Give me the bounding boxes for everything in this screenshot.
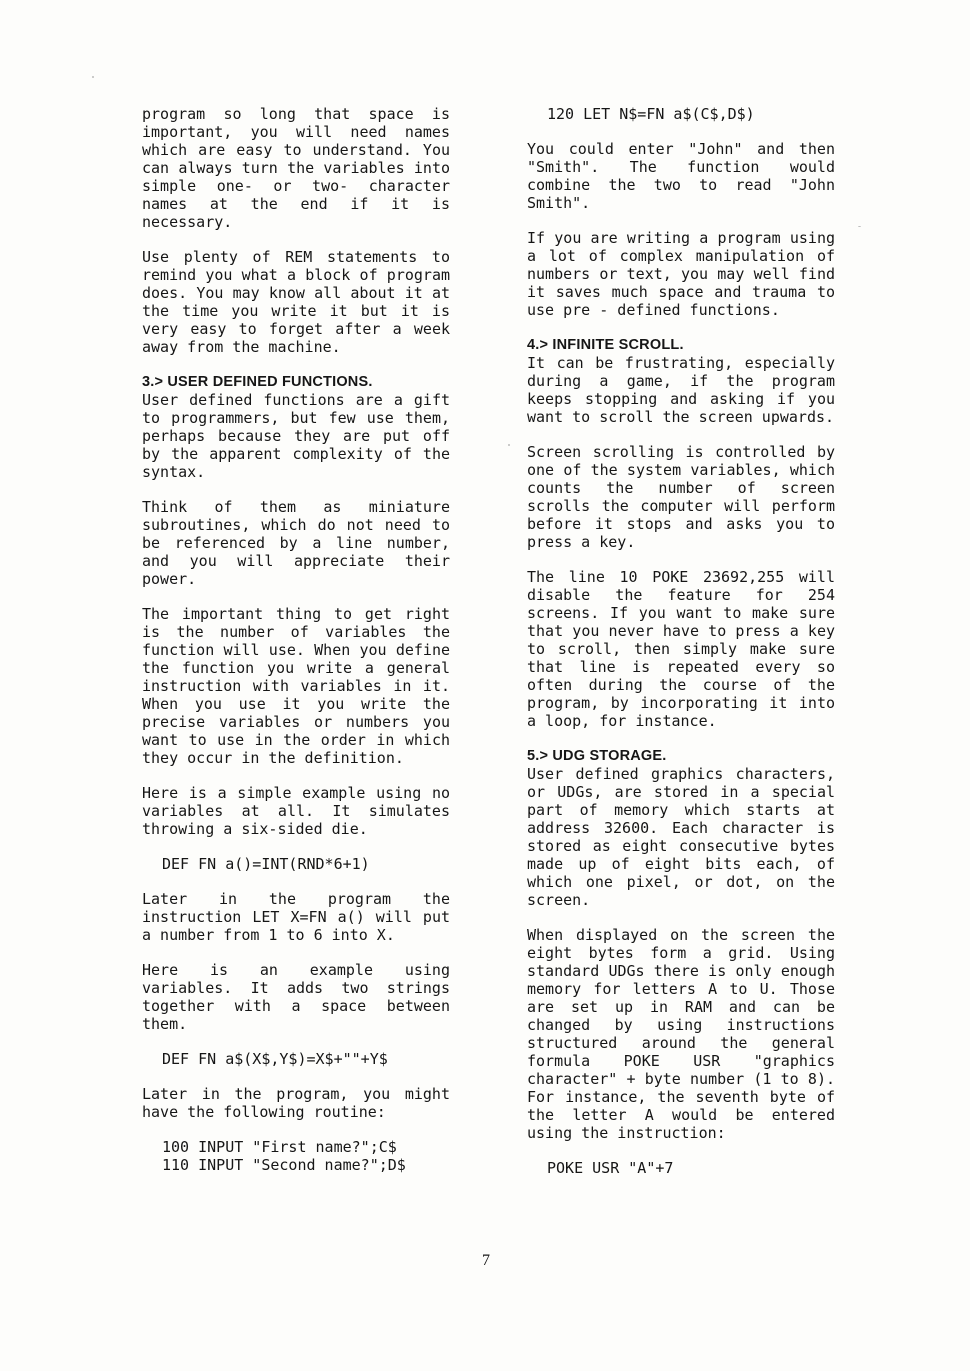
paragraph: When displayed on the screen the eight bytes form a grid. Using standard UDGs there is only enough memory for letters A to U. Those are set up in RAM and can be changed by using instructions structured around the general formula POKE USR "graphics character" + byte number (1 to 8). For instance, the seventh byte of the letter A would be entered using the instruction: xyxy=(527,926,835,1142)
scan-speck xyxy=(508,444,510,446)
paragraph: Use plenty of REM statements to remind you what a block of program does. You may know all about it at the time you write it but it is very easy to forget after a week away from the machine. xyxy=(142,248,450,356)
section-heading: 5.> UDG STORAGE. xyxy=(527,748,667,764)
section-heading: 3.> USER DEFINED FUNCTIONS. xyxy=(142,374,373,390)
paragraph: Screen scrolling is controlled by one of the system variables, which counts the number of screen scrolls the computer will perform before it stops and asks you to press a key. xyxy=(527,443,835,551)
right-column xyxy=(527,105,835,1194)
paragraph: Here is a simple example using no variables at all. It simulates throwing a six-sided die. xyxy=(142,784,450,838)
paragraph: Think of them as miniature subroutines, which do not need to be referenced by a line number, and you will appreciate their power. xyxy=(142,498,450,588)
scan-speck xyxy=(858,226,861,227)
paragraph: The important thing to get right is the number of variables the function will use. When you define the function you write a general instruction with variables in it. When you use it you write the precise variables or numbers you want to use in the order in which they occur in the definition. xyxy=(142,605,450,767)
paragraph: program so long that space is important, you will need names which are easy to understand. You can always turn the variables into simple one- or two- character names at the end if it is necessary. xyxy=(142,105,450,231)
paragraph: Later in the program, you might have the following routine: xyxy=(142,1085,450,1121)
paragraph: User defined functions are a gift to programmers, but few use them, perhaps because they are put off by the apparent complexity of the syntax. xyxy=(142,391,450,481)
paragraph: It can be frustrating, especially during a game, if the program keeps stopping and asking if you want to scroll the screen upwards. xyxy=(527,354,835,426)
code-line: POKE USR "A"+7 xyxy=(547,1159,674,1177)
left-column xyxy=(142,105,450,1191)
code-line: DEF FN a$(X$,Y$)=X$+""+Y$ xyxy=(162,1050,388,1068)
paragraph: Later in the program the instruction LET X=FN a() will put a number from 1 to 6 into X. xyxy=(142,890,450,944)
code-line: DEF FN a()=INT(RND*6+1) xyxy=(162,855,370,873)
paragraph: The line 10 POKE 23692,255 will disable the feature for 254 screens. If you want to make sure that you never have to press a key to scroll, then simply make sure that line is repeated every so often during the course of the program, by incorporating it into a loop, for instance. xyxy=(527,568,835,730)
page-number: 7 xyxy=(482,1252,490,1269)
section-heading: 4.> INFINITE SCROLL. xyxy=(527,337,684,353)
code-block: 100 INPUT "First name?";C$ 110 INPUT "Second name?";D$ xyxy=(162,1138,406,1174)
paragraph: You could enter "John" and then "Smith". The function would combine the two to read "John Smith". xyxy=(527,140,835,212)
code-line: 120 LET N$=FN a$(C$,D$) xyxy=(547,105,755,123)
paragraph: Here is an example using variables. It adds two strings together with a space between them. xyxy=(142,961,450,1033)
paragraph: If you are writing a program using a lot of complex manipulation of numbers or text, you may well find it saves much space and trauma to use pre - defined functions. xyxy=(527,229,835,319)
paragraph: User defined graphics characters, or UDGs, are stored in a special part of memory which starts at address 32600. Each character is stored as eight consecutive bytes made up of eight bits each, of which one pixel, or dot, on the screen. xyxy=(527,765,835,909)
scan-speck xyxy=(92,76,94,78)
